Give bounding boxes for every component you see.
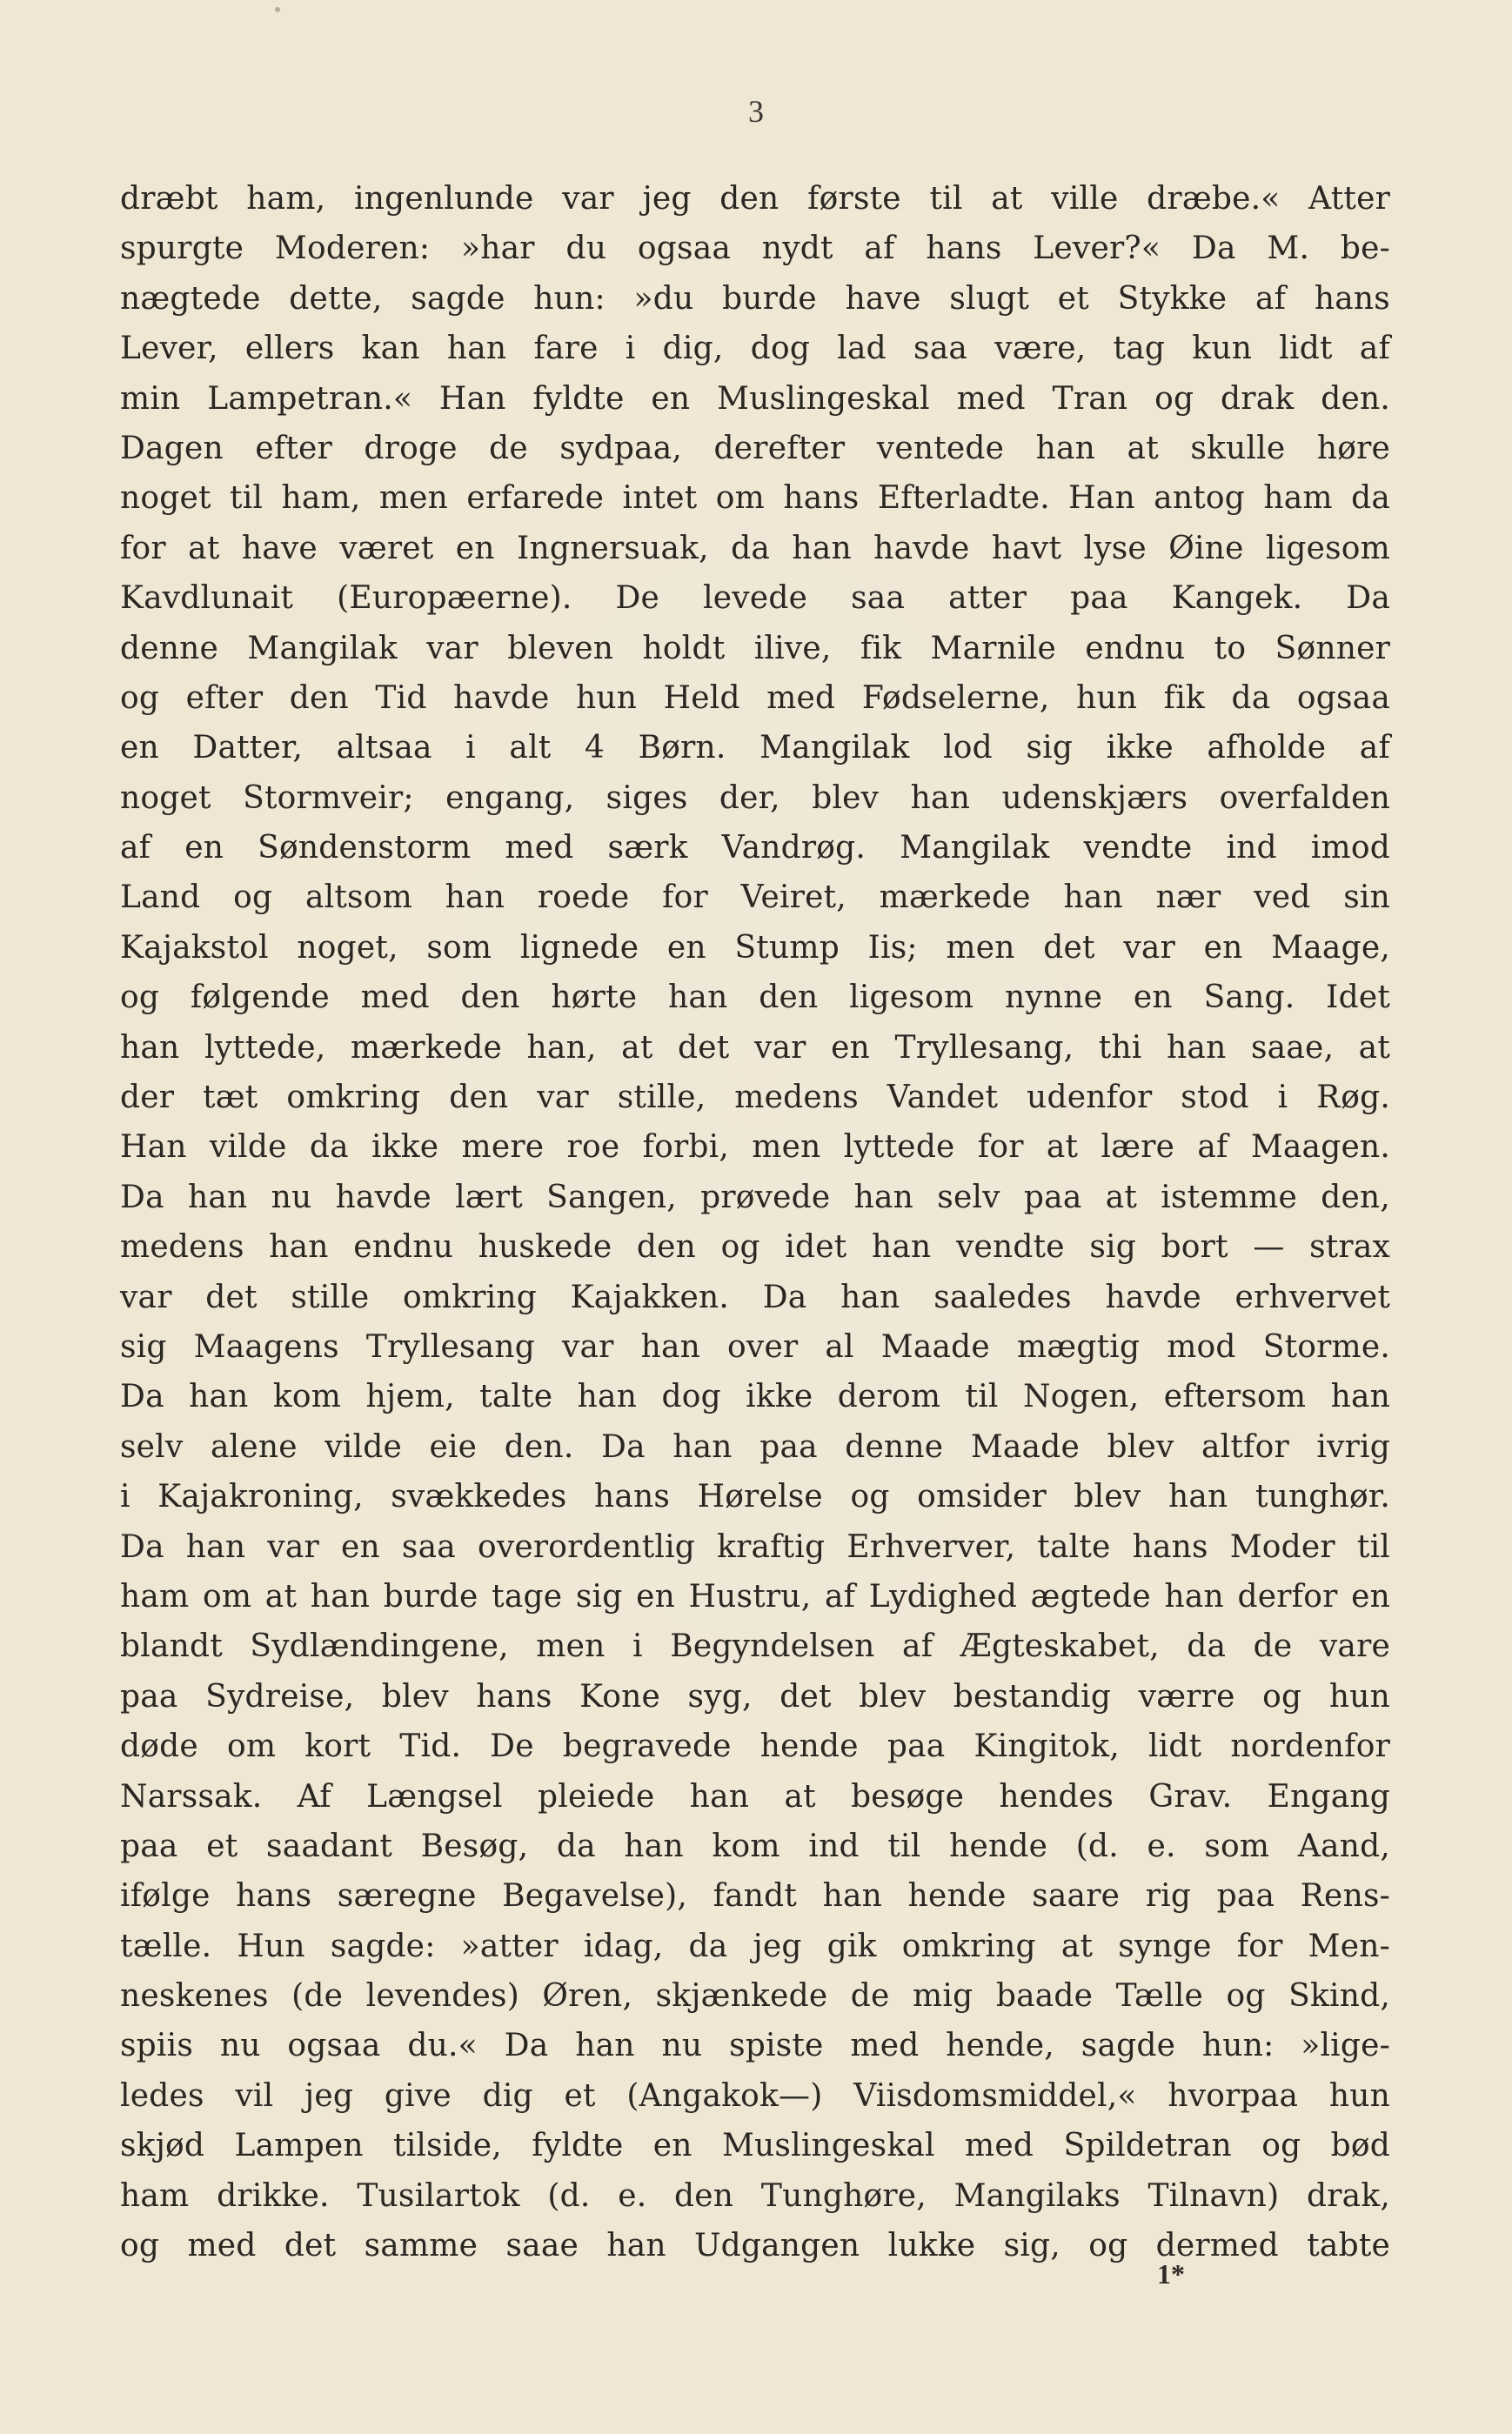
text-line: for at have været en Ingnersuak, da han havde havt lyse Øine ligesom [120, 530, 1390, 566]
text-line: ledes vil jeg give dig et (Angakok—) Viisdomsmiddel,« hvorpaa hun [120, 2077, 1390, 2114]
text-line: Lever, ellers kan han fare i dig, dog lad saa være, tag kun lidt af [120, 331, 1390, 367]
text-line: min Lampetran.« Han fyldte en Muslingeskal med Tran og drak den. [120, 380, 1390, 417]
text-line: i Kajakroning, svækkedes hans Hørelse og omsider blev han tunghør. [120, 1479, 1390, 1515]
text-line: af en Søndenstorm med særk Vandrøg. Mangilak vendte ind imod [120, 830, 1390, 866]
text-line: døde om kort Tid. De begravede hende paa Kingitok, lidt nordenfor [120, 1729, 1390, 1765]
body-text [120, 174, 1390, 2270]
text-line: Kavdlunait (Europæerne). De levede saa atter paa Kangek. Da [120, 580, 1390, 617]
text-line: ifølge hans særegne Begavelse), fandt han hende saare rig paa Rens- [120, 1878, 1390, 1915]
text-line: spiis nu ogsaa du.« Da han nu spiste med hende, sagde hun: »lige- [120, 2028, 1390, 2064]
text-line: sig Maagens Tryllesang var han over al Maade mægtig mod Storme. [120, 1328, 1390, 1365]
text-line: noget til ham, men erfarede intet om hans Efterladte. Han antog ham da [120, 480, 1390, 517]
text-line: dræbt ham, ingenlunde var jeg den første til at ville dræbe.« Atter [120, 181, 1390, 217]
text-line: Da han kom hjem, talte han dog ikke derom til Nogen, eftersom han [120, 1379, 1390, 1415]
text-line: neskenes (de levendes) Øren, skjænkede de mig baade Tælle og Skind, [120, 1978, 1390, 2015]
text-line: en Datter, altsaa i alt 4 Børn. Mangilak lod sig ikke afholde af [120, 730, 1390, 766]
text-line: Land og altsom han roede for Veiret, mærkede han nær ved sin [120, 879, 1390, 916]
text-line: denne Mangilak var bleven holdt ilive, fik Marnile endnu to Sønner [120, 630, 1390, 666]
text-line: Da han var en saa overordentlig kraftig Erhverver, talte hans Moder til [120, 1528, 1390, 1565]
text-line: blandt Sydlændingene, men i Begyndelsen af Ægteskabet, da de vare [120, 1628, 1390, 1665]
text-line: og efter den Tid havde hun Held med Fødselerne, hun fik da ogsaa [120, 679, 1390, 716]
text-line: selv alene vilde eie den. Da han paa denne Maade blev altfor ivrig [120, 1428, 1390, 1465]
text-line: Han vilde da ikke mere roe forbi, men lyttede for at lære af Maagen. [120, 1129, 1390, 1166]
text-line: spurgte Moderen: »har du ogsaa nydt af hans Lever?« Da M. be- [120, 231, 1390, 267]
text-line: Dagen efter droge de sydpaa, derefter ventede han at skulle høre [120, 430, 1390, 466]
text-line: noget Stormveir; engang, siges der, blev han udenskjærs overfalden [120, 779, 1390, 816]
page-number: 3 [748, 94, 764, 129]
text-line: ham drikke. Tusilartok (d. e. den Tunghøre, Mangilaks Tilnavn) drak, [120, 2177, 1390, 2214]
text-line: der tæt omkring den var stille, medens Vandet udenfor stod i Røg. [120, 1080, 1390, 1116]
text-line: skjød Lampen tilside, fyldte en Muslingeskal med Spildetran og bød [120, 2128, 1390, 2164]
text-line: paa et saadant Besøg, da han kom ind til hende (d. e. som Aand, [120, 1828, 1390, 1864]
text-line: han lyttede, mærkede han, at det var en Tryllesang, thi han saae, at [120, 1029, 1390, 1066]
text-line: og følgende med den hørte han den ligesom nynne en Sang. Idet [120, 980, 1390, 1016]
text-line: Kajakstol noget, som lignede en Stump Iis; men det var en Maage, [120, 929, 1390, 966]
text-line: var det stille omkring Kajakken. Da han saaledes havde erhvervet [120, 1279, 1390, 1315]
text-line: medens han endnu huskede den og idet han vendte sig bort — strax [120, 1229, 1390, 1266]
text-line: ham om at han burde tage sig en Hustru, af Lydighed ægtede han derfor en [120, 1578, 1390, 1615]
text-line: nægtede dette, sagde hun: »du burde have slugt et Stykke af hans [120, 280, 1390, 317]
text-line: Da han nu havde lært Sangen, prøvede han selv paa at istemme den, [120, 1179, 1390, 1215]
text-line: paa Sydreise, blev hans Kone syg, det blev bestandig værre og hun [120, 1678, 1390, 1715]
text-line: tælle. Hun sagde: »atter idag, da jeg gik omkring at synge for Men- [120, 1928, 1390, 1964]
paper-speck [275, 7, 280, 12]
text-line: Narssak. Af Længsel pleiede han at besøge hendes Grav. Engang [120, 1778, 1390, 1815]
signature-mark: 1* [1157, 2258, 1185, 2290]
text-line: og med det samme saae han Udgangen lukke sig, og dermed tabte [120, 2228, 1390, 2264]
